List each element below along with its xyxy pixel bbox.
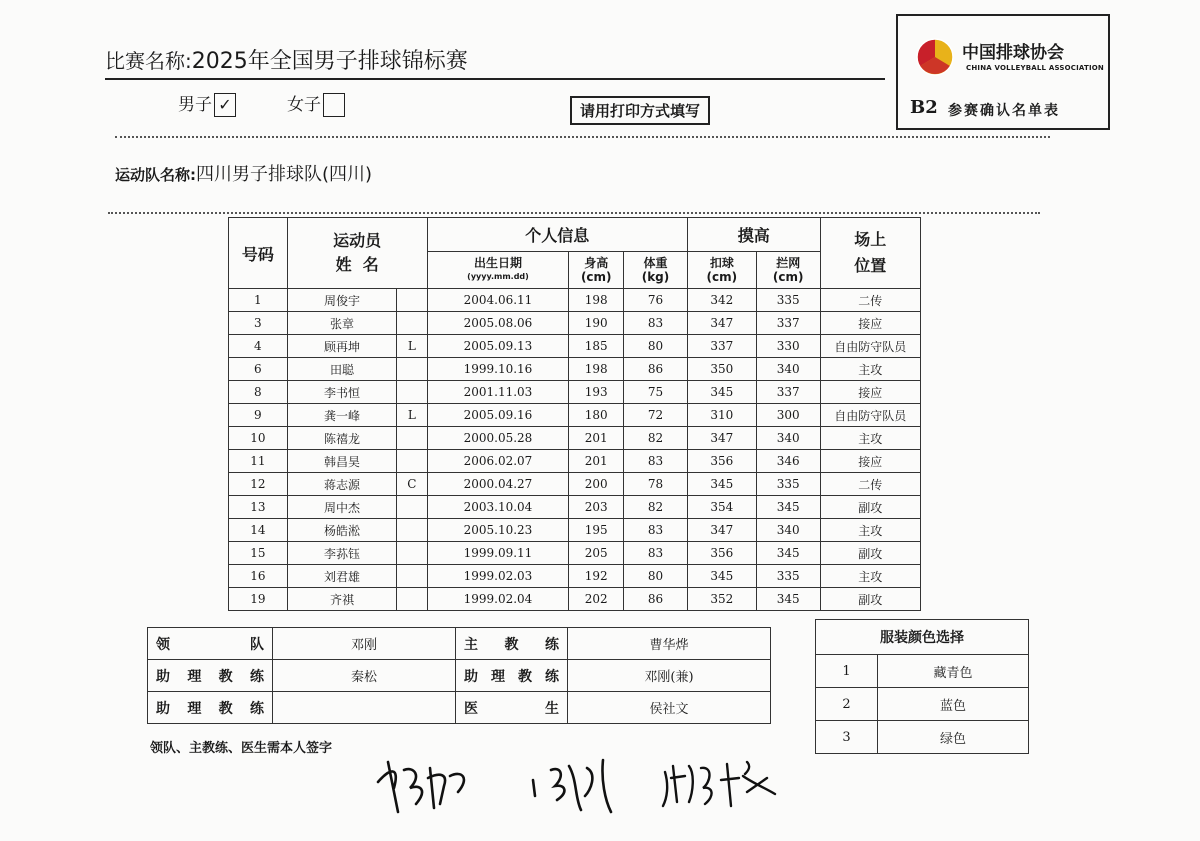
cell-birth: 1999.02.04	[427, 588, 569, 611]
cell-name: 周俊宇	[287, 289, 396, 312]
cell-spike: 345	[687, 381, 756, 404]
cell-weight: 83	[624, 542, 688, 565]
cell-spike: 350	[687, 358, 756, 381]
form-logo-box	[896, 14, 1110, 130]
staff-row	[148, 692, 771, 724]
cell-birth: 2005.10.23	[427, 519, 569, 542]
cell-spike: 356	[687, 450, 756, 473]
cell-number: 6	[229, 358, 288, 381]
cell-weight: 80	[624, 565, 688, 588]
cell-tag	[397, 565, 427, 588]
cell-birth: 2006.02.07	[427, 450, 569, 473]
roster-row	[229, 404, 921, 427]
cell-birth: 2003.10.04	[427, 496, 569, 519]
cell-position: 主攻	[820, 358, 920, 381]
cell-height: 193	[569, 381, 624, 404]
cell-weight: 76	[624, 289, 688, 312]
roster-row	[229, 565, 921, 588]
cell-tag	[397, 519, 427, 542]
roster-table	[228, 217, 921, 611]
staff-role: 助理教练	[148, 660, 273, 692]
staff-name: 邓刚	[273, 628, 456, 660]
cell-number: 16	[229, 565, 288, 588]
cell-weight: 83	[624, 312, 688, 335]
cell-tag	[397, 450, 427, 473]
cell-weight: 80	[624, 335, 688, 358]
signature-2-image	[525, 750, 635, 820]
roster-row	[229, 358, 921, 381]
cell-block: 340	[756, 519, 820, 542]
cell-spike: 354	[687, 496, 756, 519]
roster-row	[229, 450, 921, 473]
cell-name: 田聪	[287, 358, 396, 381]
competition-label: 比赛名称:	[105, 49, 192, 73]
male-option[interactable]	[178, 90, 236, 117]
roster-row	[229, 312, 921, 335]
signature-1-image	[370, 748, 480, 818]
cell-height: 180	[569, 404, 624, 427]
cell-name: 龚一峰	[287, 404, 396, 427]
cell-birth: 2000.04.27	[427, 473, 569, 496]
cell-number: 12	[229, 473, 288, 496]
cell-name: 齐祺	[287, 588, 396, 611]
team-label: 运动队名称:	[115, 166, 196, 184]
cell-height: 192	[569, 565, 624, 588]
cell-name: 张章	[287, 312, 396, 335]
header-reach: 摸高	[687, 218, 820, 252]
cell-number: 8	[229, 381, 288, 404]
competition-title	[105, 44, 468, 75]
uniform-row	[816, 688, 1029, 721]
female-checkbox[interactable]	[323, 93, 345, 117]
staff-role: 助理教练	[148, 692, 273, 724]
cell-weight: 78	[624, 473, 688, 496]
cell-number: 9	[229, 404, 288, 427]
dotted-divider	[108, 212, 1040, 214]
staff-name: 曹华烨	[568, 628, 771, 660]
cell-block: 340	[756, 427, 820, 450]
header-position	[820, 218, 920, 289]
roster-row	[229, 335, 921, 358]
cell-position: 自由防守队员	[820, 335, 920, 358]
print-notice: 请用打印方式填写	[570, 96, 710, 125]
cell-tag	[397, 588, 427, 611]
cell-block: 345	[756, 588, 820, 611]
roster-row	[229, 588, 921, 611]
cell-number: 3	[229, 312, 288, 335]
cell-position: 接应	[820, 381, 920, 404]
competition-name: 2025年全国男子排球锦标赛	[191, 49, 468, 74]
cell-tag: C	[397, 473, 427, 496]
cell-block: 345	[756, 542, 820, 565]
uniform-color: 蓝色	[878, 688, 1029, 721]
cell-birth: 2005.09.16	[427, 404, 569, 427]
staff-role: 领队	[148, 628, 273, 660]
team-name: 四川男子排球队(四川)	[196, 164, 373, 185]
cell-block: 346	[756, 450, 820, 473]
header-position-1: 场上	[854, 230, 887, 249]
uniform-row	[816, 721, 1029, 754]
cell-position: 副攻	[820, 496, 920, 519]
cell-weight: 82	[624, 427, 688, 450]
uniform-number: 3	[816, 721, 878, 754]
header-block-unit: (cm)	[772, 270, 804, 284]
cell-position: 接应	[820, 450, 920, 473]
cell-birth: 1999.02.03	[427, 565, 569, 588]
cell-name: 周中杰	[287, 496, 396, 519]
org-name-cn: 中国排球协会	[962, 43, 1064, 63]
cell-birth: 1999.09.11	[427, 542, 569, 565]
male-label: 男子	[178, 95, 212, 115]
cell-spike: 356	[687, 542, 756, 565]
cell-spike: 342	[687, 289, 756, 312]
cell-number: 13	[229, 496, 288, 519]
header-spike-label: 扣球	[709, 256, 734, 270]
header-block-label: 拦网	[776, 256, 801, 270]
header-number: 号码	[229, 218, 288, 289]
cell-spike: 310	[687, 404, 756, 427]
header-birth-label: 出生日期	[473, 256, 522, 270]
staff-name: 邓刚(兼)	[568, 660, 771, 692]
roster-row	[229, 473, 921, 496]
cell-number: 10	[229, 427, 288, 450]
cell-spike: 352	[687, 588, 756, 611]
cell-height: 202	[569, 588, 624, 611]
cell-name: 刘君雄	[287, 565, 396, 588]
cell-name: 杨皓淞	[287, 519, 396, 542]
header-weight-unit: (kg)	[641, 270, 670, 284]
cell-position: 二传	[820, 473, 920, 496]
uniform-number: 2	[816, 688, 878, 721]
header-athlete	[287, 218, 427, 289]
header-height-unit: (cm)	[580, 270, 612, 284]
cell-position: 副攻	[820, 542, 920, 565]
cell-height: 185	[569, 335, 624, 358]
roster-row	[229, 519, 921, 542]
cell-spike: 347	[687, 427, 756, 450]
cell-height: 203	[569, 496, 624, 519]
staff-row	[148, 660, 771, 692]
cell-height: 205	[569, 542, 624, 565]
cell-height: 195	[569, 519, 624, 542]
cell-spike: 347	[687, 312, 756, 335]
cell-block: 335	[756, 289, 820, 312]
header-spike	[687, 252, 756, 289]
cell-weight: 72	[624, 404, 688, 427]
uniform-color-title: 服装颜色选择	[816, 620, 1029, 655]
cell-block: 337	[756, 381, 820, 404]
cell-name: 韩昌昊	[287, 450, 396, 473]
header-birth-format: (yyyy.mm.dd)	[467, 272, 529, 281]
cell-block: 330	[756, 335, 820, 358]
cell-height: 198	[569, 358, 624, 381]
cell-height: 198	[569, 289, 624, 312]
cell-birth: 2004.06.11	[427, 289, 569, 312]
cell-position: 接应	[820, 312, 920, 335]
cell-number: 1	[229, 289, 288, 312]
cell-block: 300	[756, 404, 820, 427]
cell-name: 李书恒	[287, 381, 396, 404]
cell-block: 335	[756, 565, 820, 588]
uniform-color-table	[815, 619, 1029, 754]
cell-tag	[397, 312, 427, 335]
cell-tag	[397, 289, 427, 312]
team-name-line	[115, 160, 372, 186]
header-weight-label: 体重	[643, 256, 668, 270]
cell-number: 11	[229, 450, 288, 473]
header-personal-info: 个人信息	[427, 218, 687, 252]
staff-row	[148, 628, 771, 660]
male-checkbox[interactable]: ✓	[214, 93, 236, 117]
cell-birth: 2005.09.13	[427, 335, 569, 358]
cell-spike: 337	[687, 335, 756, 358]
cell-block: 345	[756, 496, 820, 519]
female-label: 女子	[287, 95, 321, 115]
uniform-row	[816, 655, 1029, 688]
staff-role: 医生	[456, 692, 568, 724]
cell-weight: 86	[624, 588, 688, 611]
cell-height: 200	[569, 473, 624, 496]
cell-name: 李荪钰	[287, 542, 396, 565]
female-option[interactable]	[287, 90, 345, 117]
cell-block: 340	[756, 358, 820, 381]
roster-row	[229, 289, 921, 312]
header-spike-unit: (cm)	[706, 270, 738, 284]
cell-weight: 83	[624, 519, 688, 542]
roster-row	[229, 542, 921, 565]
dotted-divider	[115, 136, 1050, 138]
cell-birth: 2001.11.03	[427, 381, 569, 404]
header-height	[569, 252, 624, 289]
header-birth	[427, 252, 569, 289]
cell-position: 主攻	[820, 519, 920, 542]
cell-number: 4	[229, 335, 288, 358]
cell-name: 陈禧龙	[287, 427, 396, 450]
cell-tag	[397, 358, 427, 381]
cell-tag	[397, 496, 427, 519]
volleyball-logo-icon	[914, 36, 956, 78]
cell-block: 337	[756, 312, 820, 335]
header-position-2: 位置	[854, 256, 887, 275]
cell-weight: 86	[624, 358, 688, 381]
cell-height: 190	[569, 312, 624, 335]
cell-birth: 1999.10.16	[427, 358, 569, 381]
staff-table	[147, 627, 771, 724]
cell-tag	[397, 542, 427, 565]
cell-name: 顾再坤	[287, 335, 396, 358]
cell-number: 15	[229, 542, 288, 565]
staff-name: 侯社文	[568, 692, 771, 724]
staff-name: 秦松	[273, 660, 456, 692]
roster-row	[229, 427, 921, 450]
cell-tag	[397, 427, 427, 450]
cell-weight: 75	[624, 381, 688, 404]
staff-role: 主教练	[456, 628, 568, 660]
cell-name: 蒋志源	[287, 473, 396, 496]
header-weight	[624, 252, 688, 289]
form-code: B2	[910, 97, 938, 118]
cell-position: 主攻	[820, 427, 920, 450]
cell-spike: 347	[687, 519, 756, 542]
cell-birth: 2005.08.06	[427, 312, 569, 335]
signature-3-image	[655, 752, 780, 812]
cell-height: 201	[569, 450, 624, 473]
cell-birth: 2000.05.28	[427, 427, 569, 450]
header-athlete-label: 运动员	[333, 231, 382, 250]
staff-name	[273, 692, 456, 724]
roster-row	[229, 381, 921, 404]
roster-row	[229, 496, 921, 519]
cell-tag: L	[397, 335, 427, 358]
cell-weight: 83	[624, 450, 688, 473]
uniform-number: 1	[816, 655, 878, 688]
cell-number: 19	[229, 588, 288, 611]
cell-block: 335	[756, 473, 820, 496]
title-underline	[105, 78, 885, 80]
cell-position: 副攻	[820, 588, 920, 611]
cell-position: 自由防守队员	[820, 404, 920, 427]
uniform-color: 绿色	[878, 721, 1029, 754]
header-name-label: 姓 名	[335, 255, 379, 274]
org-name-en: CHINA VOLLEYBALL ASSOCIATION	[966, 64, 1104, 72]
cell-number: 14	[229, 519, 288, 542]
uniform-color: 藏青色	[878, 655, 1029, 688]
cell-position: 二传	[820, 289, 920, 312]
signature-note: 领队、主教练、医生需本人签字	[150, 741, 333, 756]
cell-height: 201	[569, 427, 624, 450]
cell-position: 主攻	[820, 565, 920, 588]
cell-spike: 345	[687, 565, 756, 588]
staff-role: 助理教练	[456, 660, 568, 692]
cell-tag	[397, 381, 427, 404]
cell-tag: L	[397, 404, 427, 427]
form-title: 参赛确认名单表	[948, 103, 1060, 119]
cell-weight: 82	[624, 496, 688, 519]
header-height-label: 身高	[584, 256, 609, 270]
header-block	[756, 252, 820, 289]
cell-spike: 345	[687, 473, 756, 496]
